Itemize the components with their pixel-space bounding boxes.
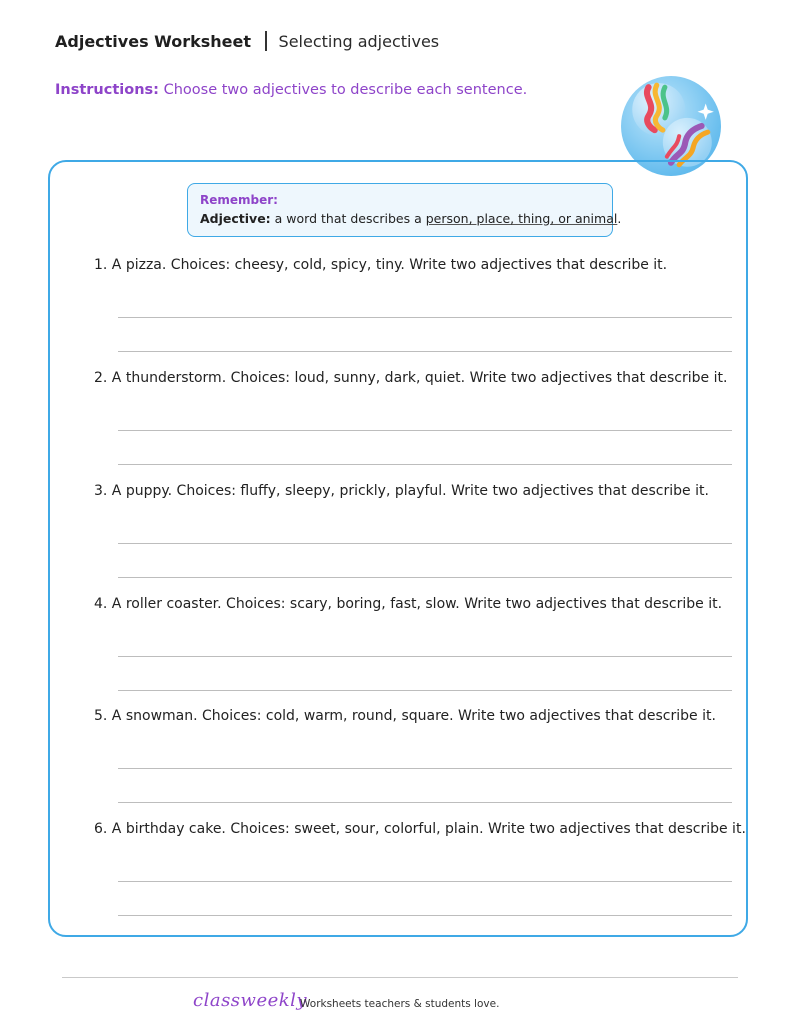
worksheet-subtitle: Selecting adjectives [278,31,440,51]
answer-line-6b[interactable] [118,915,732,916]
answer-line-3b[interactable] [118,577,732,578]
remember-title: Remember: [200,193,278,207]
answer-line-5a[interactable] [118,768,732,769]
instructions-text: Choose two adjectives to describe each sentence. [163,82,528,98]
worksheet-header [55,30,439,52]
question-1: 1. A pizza. Choices: cheesy, cold, spicy, tiny. Write two adjectives that describe it. [94,257,668,273]
definition-term: Adjective: [200,211,271,226]
answer-line-2a[interactable] [118,430,732,431]
footer-divider [62,977,738,978]
answer-line-2b[interactable] [118,464,732,465]
classweekly-logo: classweekly [193,990,308,1011]
instructions [55,82,527,98]
question-6: 6. A birthday cake. Choices: sweet, sour, colorful, plain. Write two adjectives that describe it. [94,821,746,837]
header-divider [265,31,267,51]
footer-tagline: Worksheets teachers & students love. [300,998,500,1010]
question-5: 5. A snowman. Choices: cold, warm, round, square. Write two adjectives that describe it. [94,708,716,724]
answer-line-6a[interactable] [118,881,732,882]
question-4: 4. A roller coaster. Choices: scary, boring, fast, slow. Write two adjectives that describe it. [94,596,723,612]
answer-line-1a[interactable] [118,317,732,318]
question-3: 3. A puppy. Choices: fluffy, sleepy, prickly, playful. Write two adjectives that describe it. [94,483,709,499]
adjective-definition [200,209,622,229]
answer-line-1b[interactable] [118,351,732,352]
definition-underlined: person, place, thing, or animal [425,211,618,226]
answer-line-4b[interactable] [118,690,732,691]
worksheet-title: Adjectives Worksheet [55,31,252,51]
instructions-label: Instructions: [55,82,159,98]
definition-prefix: a word that describes a [274,211,426,226]
answer-line-4a[interactable] [118,656,732,657]
definition-suffix: . [617,211,622,226]
answer-line-3a[interactable] [118,543,732,544]
answer-line-5b[interactable] [118,802,732,803]
remember-box [187,183,622,237]
question-2: 2. A thunderstorm. Choices: loud, sunny, dark, quiet. Write two adjectives that describe it. [94,370,728,386]
